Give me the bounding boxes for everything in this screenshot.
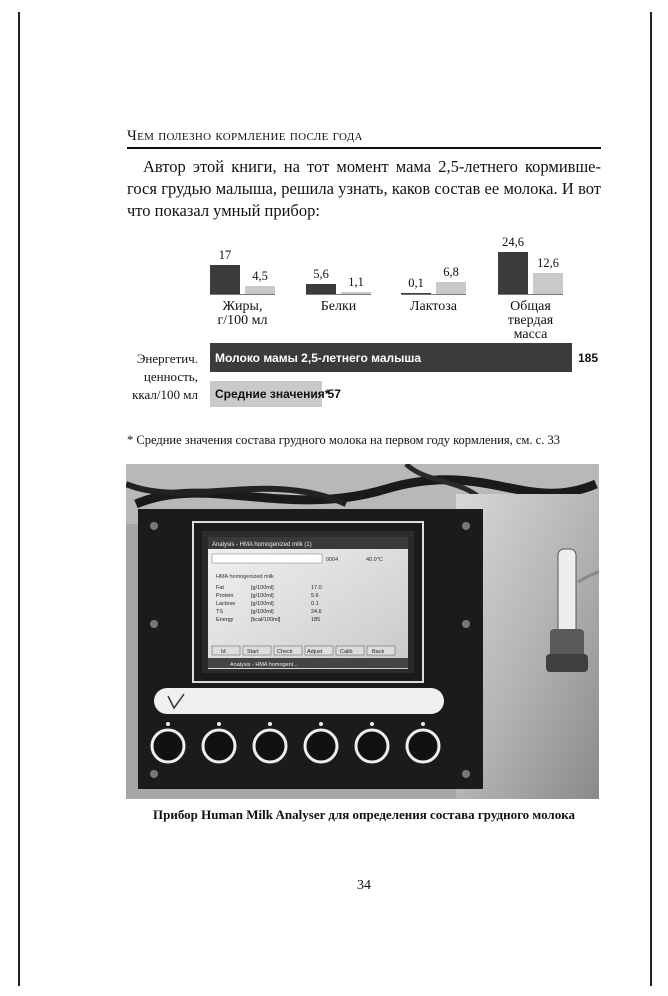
bar-mom-1 <box>306 284 336 294</box>
category-label-line: твердая <box>507 313 554 328</box>
category-label-line: Общая <box>510 299 551 314</box>
screen-status-left: 0004 <box>326 557 339 563</box>
baseline-0 <box>210 294 275 295</box>
value-label-avg-2: 6,8 <box>443 265 459 280</box>
energy-axis-label <box>112 350 198 404</box>
running-header: Чем полезно кормление после года <box>127 128 363 144</box>
svg-text:0.1: 0.1 <box>311 601 319 607</box>
baseline-2 <box>401 294 466 295</box>
category-label-line: Лактоза <box>409 299 457 314</box>
svg-text:Back: Back <box>372 649 385 655</box>
value-label-mom-0: 17 <box>218 248 232 263</box>
category-label-line: Белки <box>320 299 357 314</box>
value-label-avg-0: 4,5 <box>252 269 268 284</box>
svg-text:Check: Check <box>277 649 293 655</box>
category-label-line: г/100 мл <box>217 313 268 328</box>
svg-text:Energy: Energy <box>216 617 234 623</box>
screen-title: Analysis - HMA homogenized milk (1) <box>212 542 312 548</box>
svg-text:Id: Id <box>221 649 226 655</box>
energy-label-line: Энергетич. <box>136 351 198 366</box>
category-label-0 <box>190 300 295 328</box>
baseline-1 <box>306 294 371 295</box>
bar-avg-0 <box>245 286 275 294</box>
value-label-avg-1: 1,1 <box>348 275 364 290</box>
svg-text:Start: Start <box>247 649 259 655</box>
svg-text:Adjust: Adjust <box>307 649 323 655</box>
svg-text:Calib: Calib <box>340 649 353 655</box>
energy-bar-label-1: Средние значения* <box>215 387 330 401</box>
page-number: 34 <box>357 878 371 893</box>
category-label-2 <box>381 300 486 314</box>
svg-text:185: 185 <box>311 617 321 623</box>
category-label-3 <box>478 300 583 342</box>
svg-text:[g/100ml]: [g/100ml] <box>251 593 274 599</box>
svg-text:17.0: 17.0 <box>311 585 322 591</box>
screen-status-right: 40.0°C <box>366 557 383 563</box>
bar-mom-3 <box>498 252 528 294</box>
bar-mom-0 <box>210 265 240 294</box>
value-label-mom-2: 0,1 <box>408 275 424 290</box>
analyser-photo-illustration <box>126 464 599 799</box>
svg-text:Fat: Fat <box>216 585 224 591</box>
svg-text:5.6: 5.6 <box>311 593 319 599</box>
footnote: * Средние значения состава грудного молока на первом году кормления, см. с. 33 <box>127 433 560 447</box>
category-label-line: масса <box>513 327 548 342</box>
svg-text:Protein: Protein <box>216 593 234 599</box>
value-label-mom-3: 24,6 <box>502 235 524 250</box>
category-label-1 <box>286 300 391 314</box>
svg-text:[kcal/100ml]: [kcal/100ml] <box>251 617 281 623</box>
svg-text:[g/100ml]: [g/100ml] <box>251 601 274 607</box>
energy-label-line: ценность, <box>143 369 198 384</box>
energy-label-line: ккал/100 мл <box>132 387 198 402</box>
energy-bar-value-0: 185 <box>578 350 599 365</box>
energy-bar-value-1: 57 <box>327 387 341 401</box>
value-label-mom-1: 5,6 <box>313 267 329 282</box>
energy-bar-label-0: Молоко мамы 2,5-летнего малыша <box>215 350 422 365</box>
value-label-avg-3: 12,6 <box>537 255 559 270</box>
photo-analyser <box>126 464 599 799</box>
figure-caption: Прибор Human Milk Analyser для определения состава грудного молока <box>152 807 576 822</box>
baseline-3 <box>498 294 563 295</box>
category-label-line: Жиры, <box>222 299 263 314</box>
bar-avg-2 <box>436 282 466 294</box>
svg-text:24.6: 24.6 <box>311 609 322 615</box>
milk-composition-chart <box>0 0 668 430</box>
screen-taskbar: Analysis - HMA homogeni... <box>230 662 298 668</box>
screen-tab: HMA homogenized milk <box>216 574 274 580</box>
bar-avg-3 <box>533 273 563 294</box>
svg-text:[g/100ml]: [g/100ml] <box>251 609 274 615</box>
svg-text:[g/100ml]: [g/100ml] <box>251 585 274 591</box>
svg-text:TS: TS <box>216 609 224 615</box>
svg-text:Lactose: Lactose <box>216 601 236 607</box>
intro-paragraph: Автор этой книги, на тот момент мама 2,5-летнего кормивше-гося грудью малыша, решила узнать, каков состав ее молока. И вот что показал умный прибор: <box>127 157 601 220</box>
